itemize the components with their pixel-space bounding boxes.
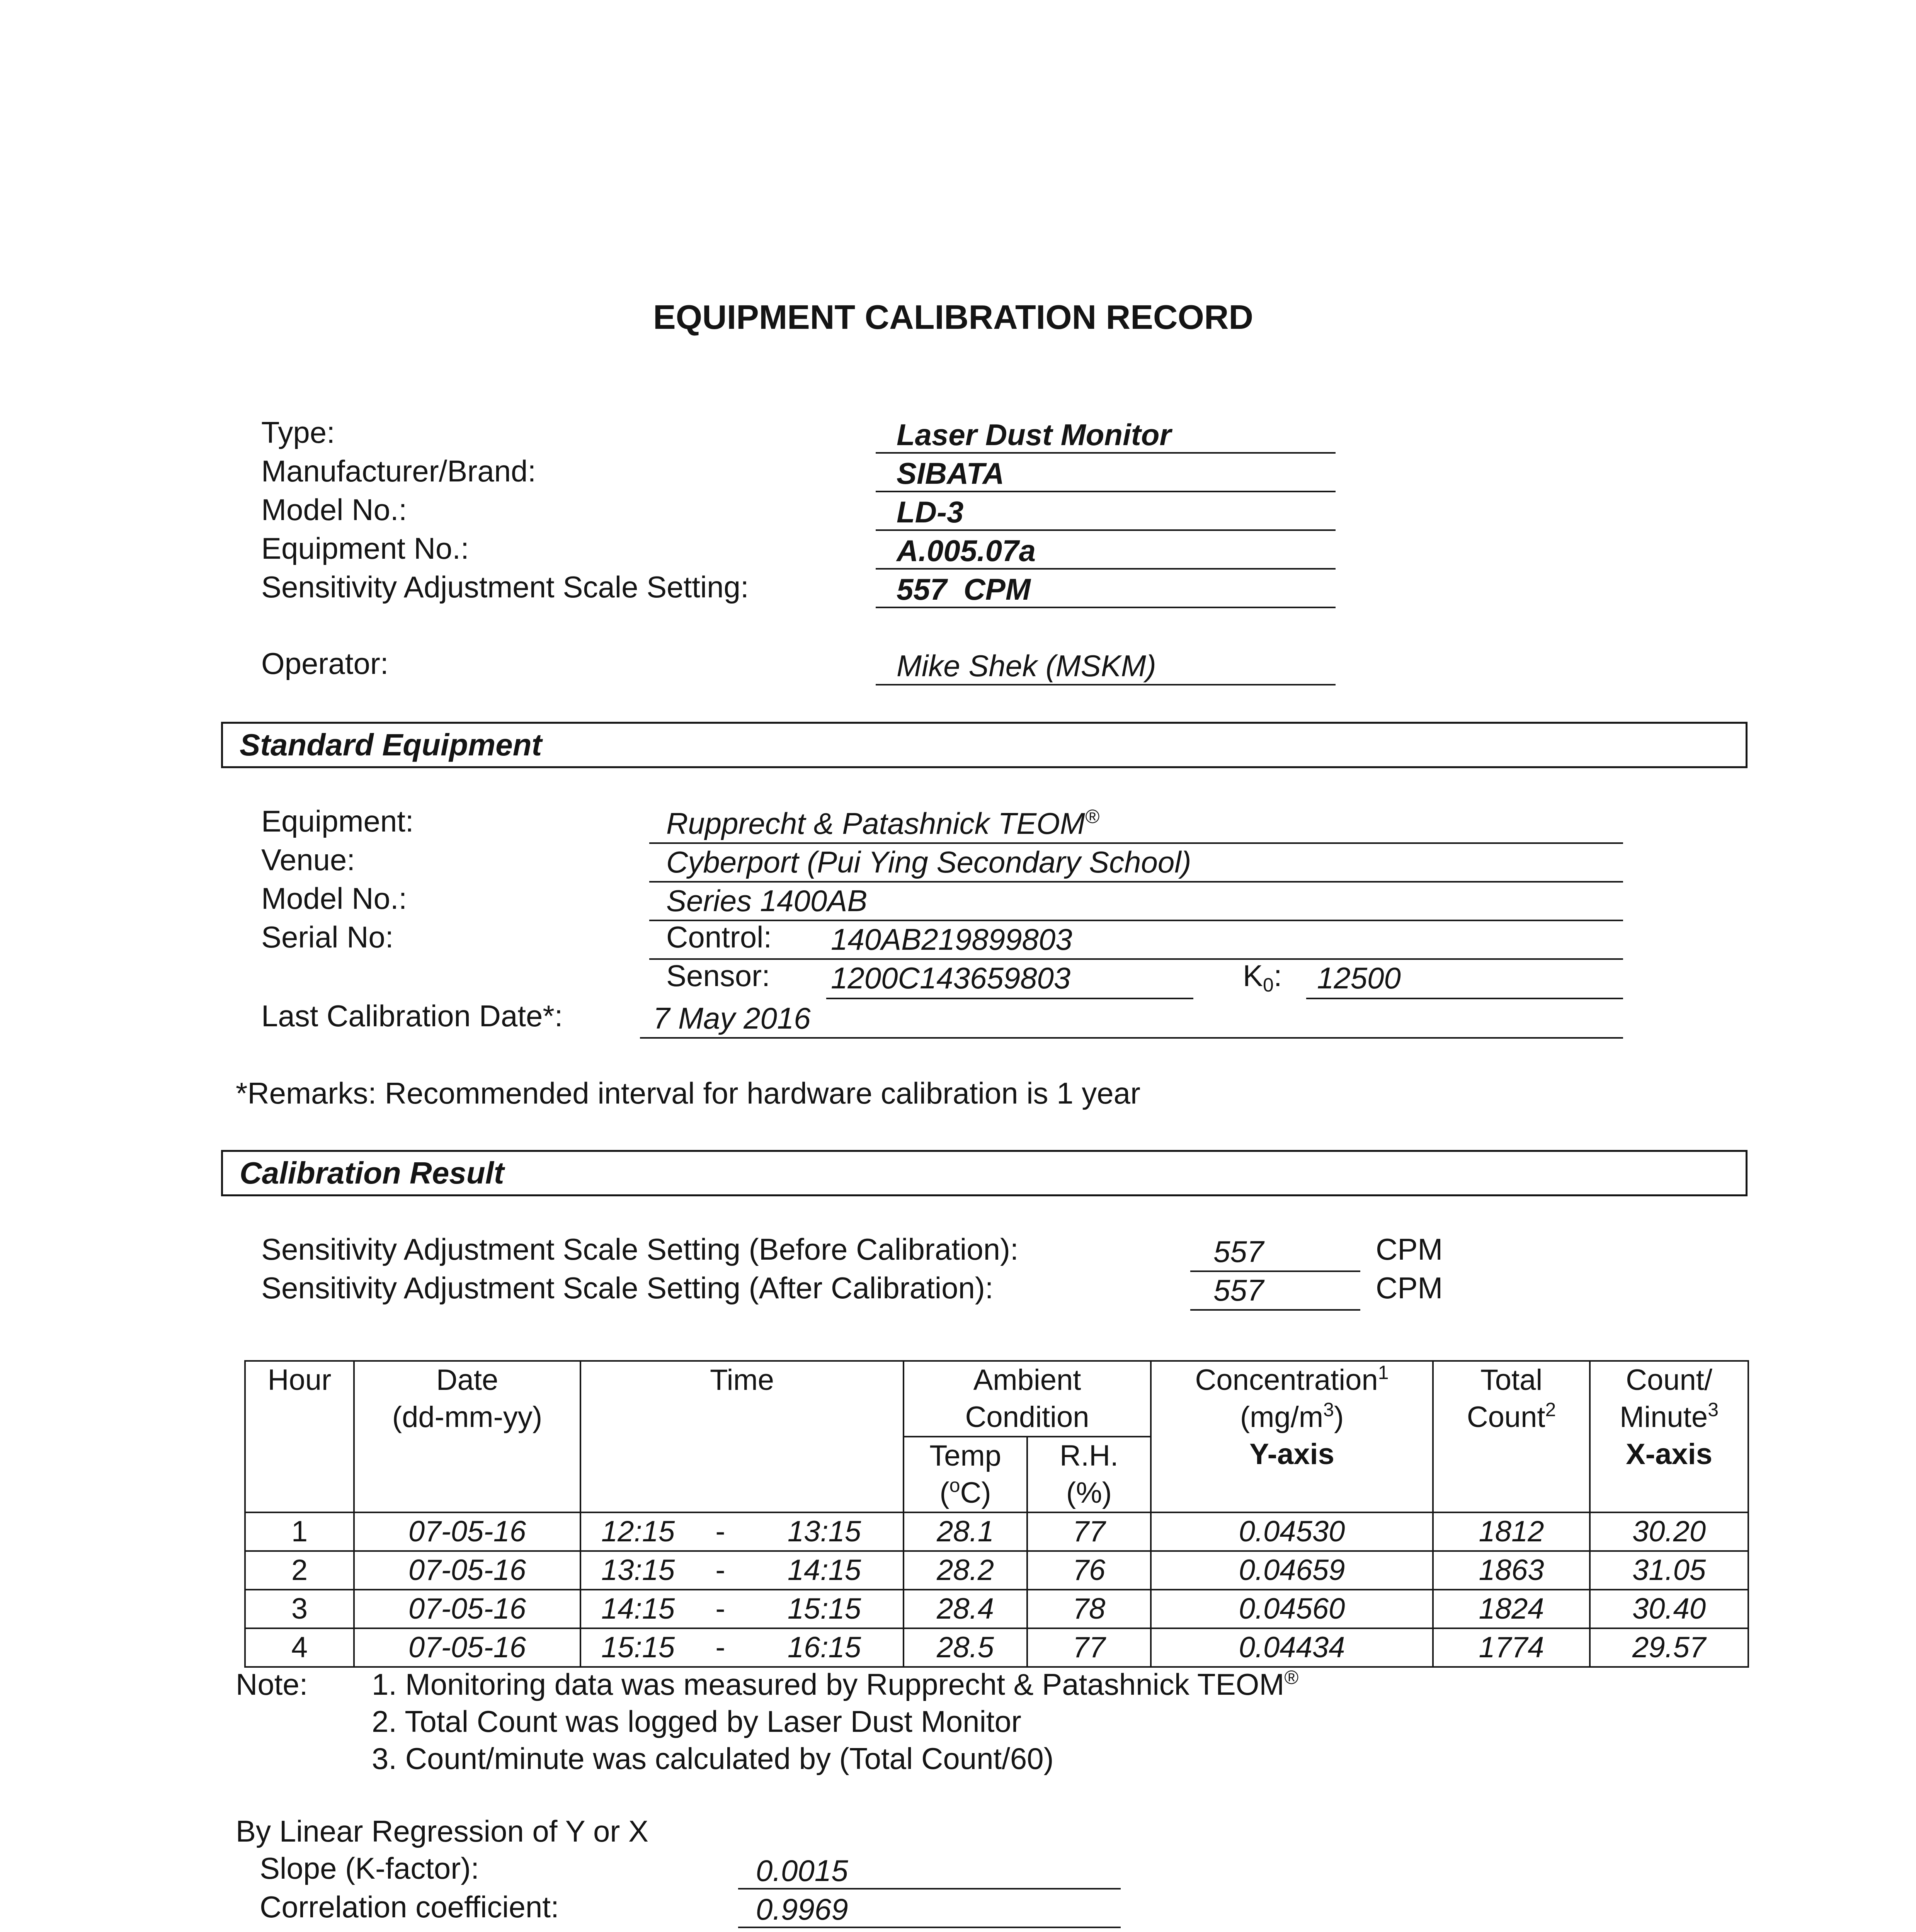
operator-value: Mike Shek (MSKM) — [897, 649, 1156, 683]
remarks-note: *Remarks: Recommended interval for hardware calibration is 1 year — [236, 1076, 1140, 1110]
type-value: Laser Dust Monitor — [897, 418, 1171, 452]
row-rh: 77 — [1027, 1628, 1151, 1667]
row-concentration: 0.04659 — [1151, 1551, 1433, 1590]
row-hour: 2 — [245, 1551, 354, 1590]
row-start-time: 14:15 — [580, 1590, 695, 1628]
manufacturer-value: SIBATA — [897, 456, 1004, 490]
k0-value: 12500 — [1317, 961, 1401, 995]
std-model-underline — [649, 920, 1623, 921]
manufacturer-underline — [876, 491, 1336, 492]
row-start-time: 15:15 — [580, 1628, 695, 1667]
row-count-per-minute: 30.20 — [1590, 1512, 1748, 1551]
row-count-per-minute: 30.40 — [1590, 1590, 1748, 1628]
after-cal-unit: CPM — [1376, 1271, 1443, 1305]
correlation-label: Correlation coefficient: — [260, 1890, 559, 1924]
row-concentration: 0.04434 — [1151, 1628, 1433, 1667]
header-date: Date (dd-mm-yy) — [354, 1361, 580, 1512]
before-cal-label: Sensitivity Adjustment Scale Setting (Before Calibration): — [261, 1232, 1019, 1266]
venue-value: Cyberport (Pui Ying Secondary School) — [666, 845, 1191, 879]
row-temp: 28.4 — [904, 1590, 1027, 1628]
after-cal-value: 557 — [1213, 1273, 1264, 1307]
note-3: 3. Count/minute was calculated by (Total Count/60) — [372, 1742, 1054, 1776]
venue-label: Venue: — [261, 843, 355, 877]
type-underline — [876, 452, 1336, 454]
equipment-no-underline — [876, 568, 1336, 570]
row-time-dash: - — [695, 1628, 746, 1667]
std-model-label: Model No.: — [261, 881, 407, 915]
sensor-underline — [826, 998, 1193, 999]
row-temp: 28.1 — [904, 1512, 1027, 1551]
row-date: 07-05-16 — [354, 1628, 580, 1667]
control-label: Control: — [666, 920, 772, 954]
equipment-no-label: Equipment No.: — [261, 531, 469, 565]
row-time-dash: - — [695, 1551, 746, 1590]
note-2: 2. Total Count was logged by Laser Dust Monitor — [372, 1704, 1021, 1738]
row-temp: 28.5 — [904, 1628, 1027, 1667]
row-rh: 76 — [1027, 1551, 1151, 1590]
slope-value: 0.0015 — [756, 1854, 848, 1888]
std-model-value: Series 1400AB — [666, 884, 868, 918]
calibration-result-title: Calibration Result — [240, 1156, 504, 1190]
last-cal-value: 7 May 2016 — [653, 1001, 811, 1035]
after-cal-underline — [1190, 1309, 1360, 1311]
row-date: 07-05-16 — [354, 1512, 580, 1551]
row-rh: 78 — [1027, 1590, 1151, 1628]
row-end-time: 16:15 — [746, 1628, 904, 1667]
header-rh: R.H. (%) — [1027, 1437, 1151, 1512]
row-date: 07-05-16 — [354, 1551, 580, 1590]
row-end-time: 13:15 — [746, 1512, 904, 1551]
header-time: Time — [580, 1361, 904, 1512]
row-rh: 77 — [1027, 1512, 1151, 1551]
sensitivity-underline — [876, 607, 1336, 608]
before-cal-unit: CPM — [1376, 1232, 1443, 1266]
note-1: 1. Monitoring data was measured by Rupprecht & Patashnick TEOM® — [372, 1667, 1299, 1701]
correlation-value: 0.9969 — [756, 1892, 848, 1926]
row-hour: 4 — [245, 1628, 354, 1667]
sensor-label: Sensor: — [666, 959, 770, 993]
before-cal-underline — [1190, 1270, 1360, 1272]
standard-equipment-title: Standard Equipment — [240, 728, 542, 762]
regression-heading: By Linear Regression of Y or X — [236, 1814, 649, 1848]
slope-underline — [738, 1888, 1121, 1889]
row-concentration: 0.04560 — [1151, 1590, 1433, 1628]
notes-label: Note: — [236, 1667, 308, 1701]
model-label: Model No.: — [261, 493, 407, 527]
row-hour: 1 — [245, 1512, 354, 1551]
header-concentration: Concentration$^1$ $(mg/m^3)$ Y-axis — [1151, 1361, 1433, 1512]
row-temp: 28.2 — [904, 1551, 1027, 1590]
row-total-count: 1812 — [1433, 1512, 1590, 1551]
before-cal-value: 557 — [1213, 1235, 1264, 1269]
header-count-per-minute: Count/ Minute$^3$ X-axis — [1590, 1361, 1748, 1512]
operator-label: Operator: — [261, 646, 389, 680]
table-header-row — [245, 1361, 1748, 1437]
row-total-count: 1824 — [1433, 1590, 1590, 1628]
after-cal-label: Sensitivity Adjustment Scale Setting (After Calibration): — [261, 1271, 994, 1305]
serial-label: Serial No: — [261, 920, 394, 954]
row-date: 07-05-16 — [354, 1590, 580, 1628]
model-underline — [876, 529, 1336, 531]
row-count-per-minute: 29.57 — [1590, 1628, 1748, 1667]
std-equipment-underline — [649, 842, 1623, 844]
control-value: 140AB219899803 — [831, 922, 1072, 956]
row-time-dash: - — [695, 1512, 746, 1551]
model-value: LD-3 — [897, 495, 964, 529]
table-row — [245, 1590, 1748, 1628]
row-hour: 3 — [245, 1590, 354, 1628]
row-end-time: 15:15 — [746, 1590, 904, 1628]
row-start-time: 12:15 — [580, 1512, 695, 1551]
sensitivity-label: Sensitivity Adjustment Scale Setting: — [261, 570, 749, 604]
sensor-value: 1200C143659803 — [831, 961, 1071, 995]
calibration-table — [244, 1360, 1749, 1668]
table-row — [245, 1628, 1748, 1667]
row-concentration: 0.04530 — [1151, 1512, 1433, 1551]
last-cal-label: Last Calibration Date*: — [261, 999, 563, 1033]
k0-underline — [1306, 998, 1623, 999]
row-total-count: 1863 — [1433, 1551, 1590, 1590]
operator-underline — [876, 684, 1336, 685]
slope-label: Slope (K-factor): — [260, 1851, 479, 1885]
table-row — [245, 1512, 1748, 1551]
table-row — [245, 1551, 1748, 1590]
correlation-underline — [738, 1927, 1121, 1928]
row-time-dash: - — [695, 1590, 746, 1628]
std-equipment-label: Equipment: — [261, 804, 414, 838]
header-total-count: Total Count$^2$ — [1433, 1361, 1590, 1512]
header-hour: Hour — [245, 1361, 354, 1512]
row-count-per-minute: 31.05 — [1590, 1551, 1748, 1590]
std-equipment-value: Rupprecht & Patashnick TEOM® — [666, 806, 1099, 840]
type-label: Type: — [261, 415, 335, 449]
equipment-no-value: A.005.07a — [897, 534, 1036, 568]
control-underline — [649, 958, 1623, 960]
header-ambient: Ambient Condition — [904, 1361, 1151, 1437]
k0-label: $K_0$: — [1243, 959, 1282, 996]
sensitivity-value: 557 CPM — [897, 572, 1031, 606]
row-start-time: 13:15 — [580, 1551, 695, 1590]
row-total-count: 1774 — [1433, 1628, 1590, 1667]
manufacturer-label: Manufacturer/Brand: — [261, 454, 536, 488]
last-cal-underline — [640, 1037, 1623, 1039]
row-end-time: 14:15 — [746, 1551, 904, 1590]
page-title: EQUIPMENT CALIBRATION RECORD — [653, 298, 1254, 336]
venue-underline — [649, 881, 1623, 883]
header-temp: Temp ($^o$C) — [904, 1437, 1027, 1512]
